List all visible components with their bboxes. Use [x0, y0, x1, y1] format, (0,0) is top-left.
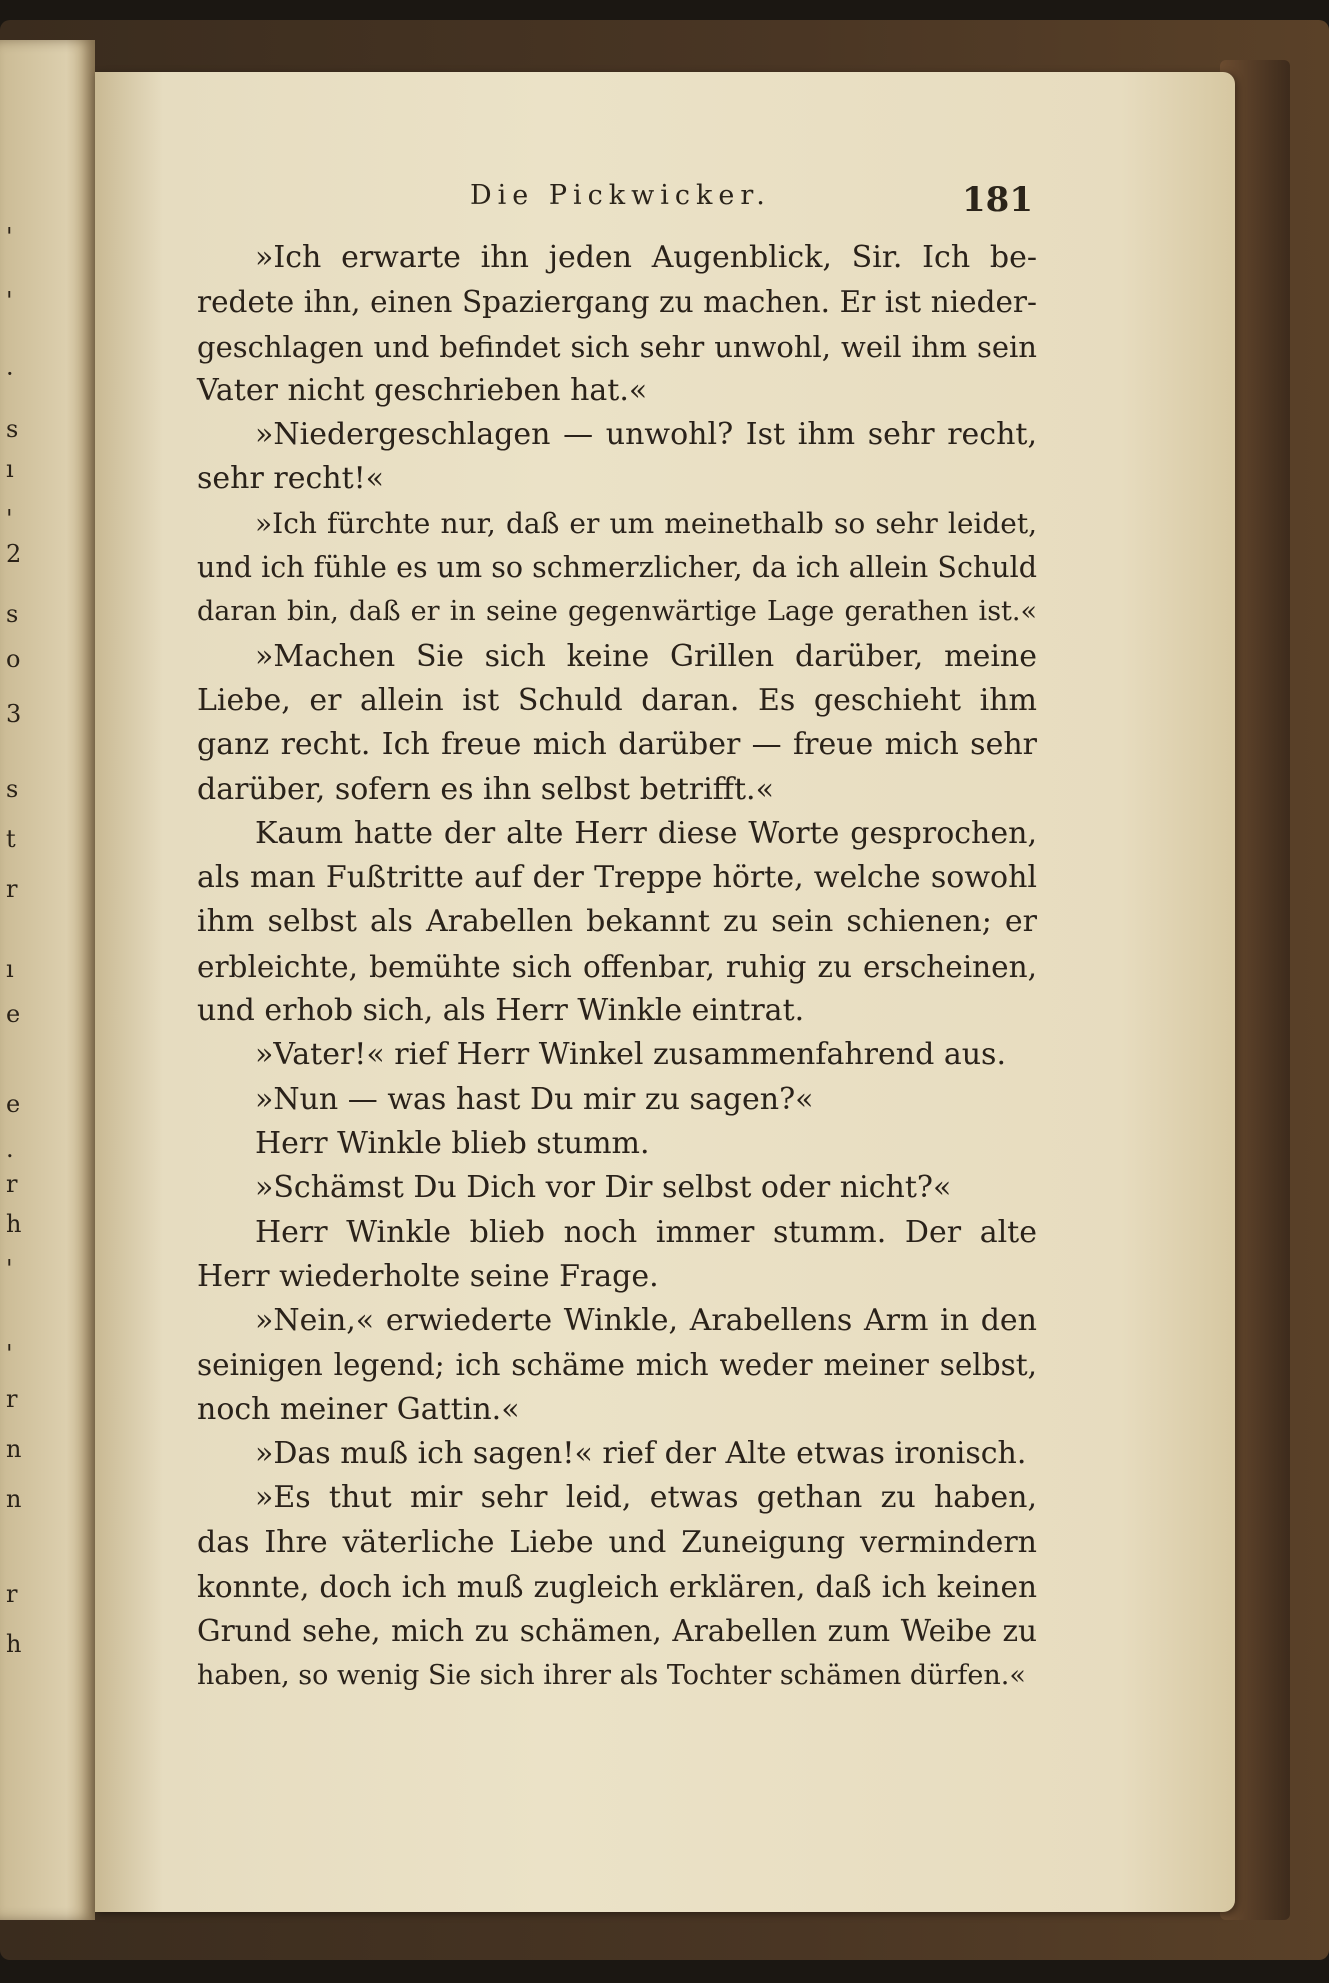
- text-line: »Niedergeschlagen — unwohl? Ist ihm sehr recht,: [255, 417, 1037, 453]
- text-line: ihm selbst als Arabellen bekannt zu sein schienen; er: [197, 904, 1037, 940]
- edge-mark: 3: [6, 700, 22, 728]
- edge-mark: o: [6, 645, 21, 673]
- text-line: »Nun — was hast Du mir zu sagen?«: [255, 1081, 814, 1117]
- text-line: »Ich erwarte ihn jeden Augenblick, Sir. Ich be-: [255, 240, 1037, 275]
- text-line: geschlagen und befindet sich sehr unwohl, weil ihm sein: [197, 329, 1037, 364]
- text-line: »Es thut mir sehr leid, etwas gethan zu haben,: [255, 1480, 1037, 1516]
- left-page-edge: [0, 40, 95, 1920]
- edge-mark: r: [6, 1580, 18, 1608]
- edge-mark: ': [6, 223, 13, 251]
- edge-mark: ·: [6, 360, 14, 388]
- edge-mark: ': [6, 1255, 13, 1283]
- text-line: haben, so wenig Sie sich ihrer als Tochter schämen dürfen.«: [197, 1659, 1026, 1691]
- text-line: Herr Winkle blieb stumm.: [255, 1125, 650, 1161]
- text-line: Grund sehe, mich zu schämen, Arabellen zum Weibe zu: [197, 1614, 1037, 1649]
- edge-mark: t: [6, 825, 16, 853]
- text-line: Herr wiederholte seine Frage.: [197, 1258, 659, 1294]
- edge-mark: h: [6, 1630, 22, 1658]
- text-line: redete ihn, einen Spaziergang zu machen. Er ist nieder-: [197, 285, 1037, 320]
- text-line: »Machen Sie sich keine Grillen darüber, meine: [255, 638, 1037, 674]
- page-number: 181: [962, 180, 1033, 220]
- text-line: Herr Winkle blieb noch immer stumm. Der alte: [255, 1214, 1037, 1250]
- edge-mark: n: [6, 1435, 22, 1463]
- edge-mark: r: [6, 1170, 18, 1198]
- text-line: sehr recht!«: [197, 461, 385, 497]
- text-line: konnte, doch ich muß zugleich erklären, daß ich keinen: [197, 1569, 1037, 1604]
- text-line: als man Fußtritte auf der Treppe hörte, welche sowohl: [197, 860, 1037, 896]
- text-line: das Ihre väterliche Liebe und Zuneigung vermindern: [197, 1524, 1037, 1560]
- text-line: Kaum hatte der alte Herr diese Worte gesprochen,: [255, 815, 1037, 851]
- text-line: »Schämst Du Dich vor Dir selbst oder nicht?«: [255, 1170, 952, 1206]
- edge-mark: s: [6, 775, 19, 803]
- running-title: Die Pickwicker.: [470, 180, 771, 211]
- edge-mark: ı: [6, 955, 14, 983]
- text-line: »Nein,« erwiederte Winkle, Arabellens Arm in den: [255, 1303, 1037, 1339]
- edge-mark: .: [6, 1135, 14, 1163]
- text-line: erbleichte, bemühte sich offenbar, ruhig zu erscheinen,: [197, 949, 1037, 984]
- edge-mark: n: [6, 1485, 22, 1513]
- text-line: und ich fühle es um so schmerzlicher, da ich allein Schuld: [197, 551, 1037, 585]
- edge-mark: ': [6, 287, 13, 315]
- text-line: »Das muß ich sagen!« rief der Alte etwas ironisch.: [255, 1436, 1027, 1472]
- edge-mark: 2: [6, 540, 22, 568]
- edge-mark: ': [6, 505, 13, 533]
- text-line: »Ich fürchte nur, daß er um meinethalb so sehr leidet,: [255, 506, 1037, 540]
- edge-mark: e: [6, 1090, 21, 1118]
- edge-mark: ': [6, 1340, 13, 1368]
- edge-mark: r: [6, 1385, 18, 1413]
- text-line: darüber, sofern es ihn selbst betrifft.«: [197, 771, 774, 807]
- text-line: und erhob sich, als Herr Winkle eintrat.: [197, 993, 805, 1029]
- text-line: ganz recht. Ich freue mich darüber — freue mich sehr: [197, 727, 1037, 763]
- text-line: Liebe, er allein ist Schuld daran. Es geschieht ihm: [197, 682, 1037, 718]
- text-line: daran bin, daß er in seine gegenwärtige Lage gerathen ist.«: [197, 596, 1037, 628]
- text-line: »Vater!« rief Herr Winkel zusammenfahrend aus.: [255, 1037, 1006, 1073]
- edge-mark: r: [6, 875, 18, 903]
- text-line: seinigen legend; ich schäme mich weder meiner selbst,: [197, 1348, 1037, 1383]
- edge-mark: h: [6, 1210, 22, 1238]
- edge-mark: ı: [6, 455, 14, 483]
- text-line: noch meiner Gattin.«: [197, 1391, 520, 1427]
- edge-mark: e: [6, 1000, 21, 1028]
- edge-mark: s: [6, 415, 19, 443]
- page-body-text: [197, 236, 1037, 1698]
- text-line: Vater nicht geschrieben hat.«: [197, 372, 648, 408]
- edge-mark: s: [6, 600, 19, 628]
